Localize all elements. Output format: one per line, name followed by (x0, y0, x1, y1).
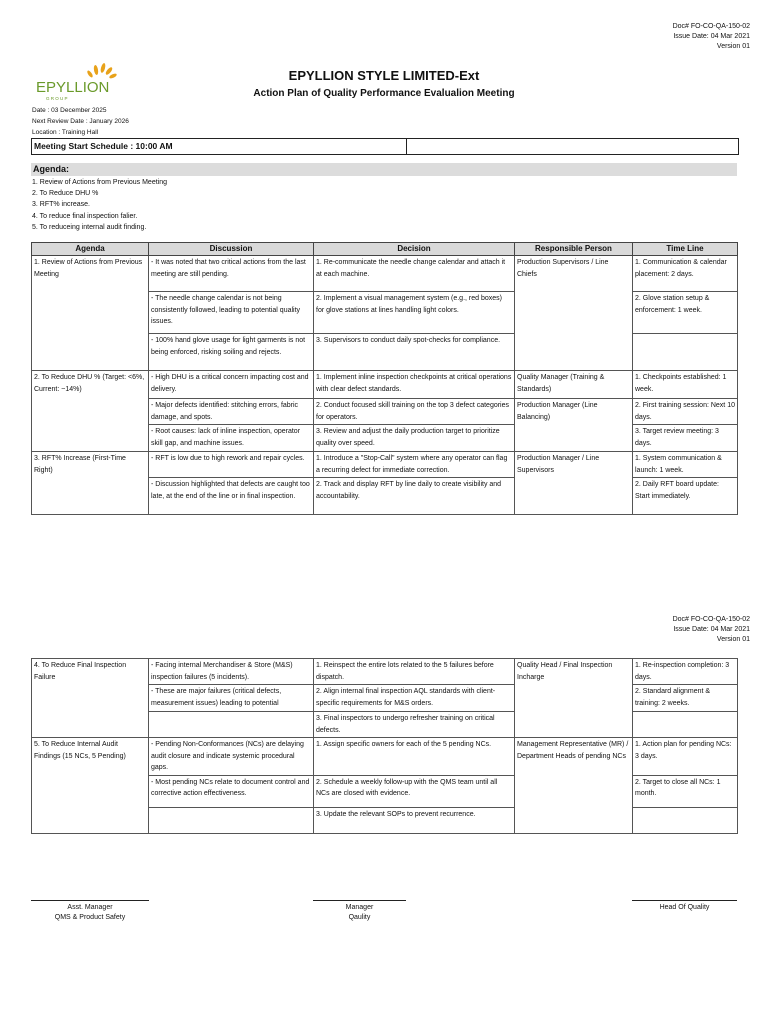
cell-discussion: - Discussion highlighted that defects are caught too late, at the end of the line or in final inspection. (149, 478, 314, 515)
cell-responsible: Management Representative (MR) / Department Heads of pending NCs (515, 738, 633, 834)
schedule-label: Meeting Start Schedule : 10:00 AM (32, 139, 407, 154)
cell-discussion: - 100% hand glove usage for light garments is not being enforced, risking soiling and rejects. (149, 334, 314, 371)
cell-agenda: 2. To Reduce DHU % (Target: <6%, Current: ~14%) (32, 371, 149, 452)
meeting-meta (32, 105, 129, 138)
table-row (32, 659, 738, 685)
cell-decision: 2. Schedule a weekly follow-up with the QMS team until all NCs are closed with evidence. (314, 775, 515, 807)
cell-discussion: - Pending Non-Conformances (NCs) are delaying audit closure and indicate systemic procedural gaps. (149, 738, 314, 776)
cell-discussion: - Root causes: lack of inline inspection, operator skill gap, and machine issues. (149, 425, 314, 452)
cell-discussion: - The needle change calendar is not being consistently followed, leading to potential quality issues. (149, 292, 314, 334)
logo-subtext: G R O U P (46, 96, 68, 101)
cell-responsible: Quality Manager (Training & Standards) (515, 371, 633, 399)
cell-timeline: 1. Action plan for pending NCs: 3 days. (633, 738, 738, 776)
cell-decision: 2. Align internal final inspection AQL standards with client-specific requirements for M&S orders. (314, 685, 515, 712)
table-row (32, 256, 738, 292)
agenda-item: 3. RFT% increase. (32, 201, 90, 209)
table-row (32, 371, 738, 399)
table-row (32, 452, 738, 478)
meeting-date: Date : 03 December 2025 (32, 107, 107, 114)
cell-discussion: - Facing internal Merchandiser & Store (M&S) inspection failures (5 incidents). (149, 659, 314, 685)
cell-agenda: 4. To Reduce Final Inspection Failure (32, 659, 149, 738)
cell-decision: 1. Reinspect the entire lots related to the 5 failures before dispatch. (314, 659, 515, 685)
doc-version: Version 01 (716, 43, 750, 50)
cell-timeline: 2. Target to close all NCs: 1 month. (633, 775, 738, 807)
cell-agenda: 5. To Reduce Internal Audit Findings (15 NCs, 5 Pending) (32, 738, 149, 834)
signature-asst-manager (31, 900, 149, 923)
cell-timeline: 2. Glove station setup & enforcement: 1 week. (633, 292, 738, 334)
cell-agenda: 1. Review of Actions from Previous Meeting (32, 256, 149, 371)
cell-decision: 3. Update the relevant SOPs to prevent recurrence. (314, 807, 515, 833)
doc-number: Doc# FO-CO-QA-150-02 (672, 616, 750, 623)
cell-decision: 3. Final inspectors to undergo refresher training on critical defects. (314, 712, 515, 738)
cell-decision: 3. Review and adjust the daily production target to prioritize quality over speed. (314, 425, 515, 452)
cell-decision: 1. Assign specific owners for each of the 5 pending NCs. (314, 738, 515, 776)
signature-head-of-quality (632, 900, 737, 913)
cell-timeline (633, 712, 738, 738)
col-header-discussion: Discussion (149, 243, 314, 256)
issue-date: Issue Date: 04 Mar 2021 (673, 626, 750, 633)
cell-decision: 1. Re-communicate the needle change calendar and attach it at each machine. (314, 256, 515, 292)
doc-info-top (673, 22, 750, 52)
agenda-heading: Agenda: (31, 163, 737, 176)
logo-wordmark: EPYLLION (36, 79, 110, 96)
cell-decision: 2. Conduct focused skill training on the top 3 defect categories for operators. (314, 399, 515, 425)
meeting-location: Location : Training Hall (32, 129, 99, 136)
cell-timeline: 1. Re-inspection completion: 3 days. (633, 659, 738, 685)
cell-timeline: 2. First training session: Next 10 days. (633, 399, 738, 425)
cell-discussion: - Most pending NCs relate to document control and corrective action effectiveness. (149, 775, 314, 807)
signature-title: Head Of Quality (659, 904, 710, 911)
cell-decision: 1. Introduce a "Stop-Call" system where any operator can flag a recurring defect for immediate correction. (314, 452, 515, 478)
signature-line (31, 900, 149, 901)
cell-discussion: - Major defects identified: stitching errors, fabric damage, and spots. (149, 399, 314, 425)
doc-number: Doc# FO-CO-QA-150-02 (672, 23, 750, 30)
cell-timeline: 1. Communication & calendar placement: 2 days. (633, 256, 738, 292)
cell-decision: 2. Track and display RFT by line daily to create visibility and accountability. (314, 478, 515, 515)
cell-decision: 1. Implement inline inspection checkpoints at critical operations with clear defect standards. (314, 371, 515, 399)
action-plan-table (31, 242, 738, 515)
cell-timeline (633, 807, 738, 833)
cell-discussion (149, 807, 314, 833)
table-row (32, 738, 738, 776)
agenda-item: 4. To reduce final inspection falier. (32, 212, 138, 220)
cell-agenda: 3. RFT% Increase (First-Time Right) (32, 452, 149, 515)
signature-title: Asst. Manager (67, 904, 113, 911)
cell-responsible: Quality Head / Final Inspection Incharge (515, 659, 633, 738)
doc-info-page2 (673, 615, 750, 645)
col-header-agenda: Agenda (32, 243, 149, 256)
cell-responsible: Production Manager / Line Supervisors (515, 452, 633, 515)
document-title: Action Plan of Quality Performance Evalualion Meeting (253, 88, 515, 99)
cell-discussion: - It was noted that two critical actions from the last meeting are still pending. (149, 256, 314, 292)
doc-version: Version 01 (716, 636, 750, 643)
col-header-decision: Decision (314, 243, 515, 256)
signature-manager (313, 900, 406, 923)
next-review-date: Next Review Date : January 2026 (32, 118, 129, 125)
agenda-list (32, 177, 167, 233)
signature-title: Manager (345, 904, 374, 911)
col-header-responsible: Responsible Person (515, 243, 633, 256)
cell-discussion: - High DHU is a critical concern impacting cost and delivery. (149, 371, 314, 399)
cell-responsible: Production Manager (Line Balancing) (515, 399, 633, 452)
company-name: EPYLLION STYLE LIMITED-Ext (288, 68, 480, 83)
cell-discussion: - These are major failures (critical defects, measurement issues) leading to potential (149, 685, 314, 712)
issue-date: Issue Date: 04 Mar 2021 (673, 33, 750, 40)
cell-decision: 3. Supervisors to conduct daily spot-checks for compliance. (314, 334, 515, 371)
cell-timeline: 3. Target review meeting: 3 days. (633, 425, 738, 452)
action-plan-table-continued (31, 658, 738, 834)
schedule-blank (407, 139, 738, 154)
meeting-schedule (31, 138, 739, 155)
signature-dept: QMS & Product Safety (54, 914, 126, 921)
cell-timeline: 1. Checkpoints established: 1 week. (633, 371, 738, 399)
signature-line (313, 900, 406, 901)
signature-line (632, 900, 737, 901)
agenda-item: 5. To reduceing internal audit finding. (32, 223, 147, 231)
agenda-item: 2. To Reduce DHU % (32, 190, 99, 198)
cell-decision: 2. Implement a visual management system (e.g., red boxes) for glove stations at lines handling light colors. (314, 292, 515, 334)
cell-discussion (149, 712, 314, 738)
cell-responsible: Production Supervisors / Line Chiefs (515, 256, 633, 371)
cell-timeline: 2. Daily RFT board update: Start immediately. (633, 478, 738, 515)
cell-discussion: - RFT is low due to high rework and repair cycles. (149, 452, 314, 478)
agenda-item: 1. Review of Actions from Previous Meeting (32, 179, 168, 186)
cell-timeline: 2. Standard alignment & training: 2 weeks. (633, 685, 738, 712)
table-header-row (32, 243, 738, 256)
signature-dept: Qaulity (348, 914, 371, 921)
cell-timeline (633, 334, 738, 371)
col-header-timeline: Time Line (633, 243, 738, 256)
cell-timeline: 1. System communication & launch: 1 week. (633, 452, 738, 478)
